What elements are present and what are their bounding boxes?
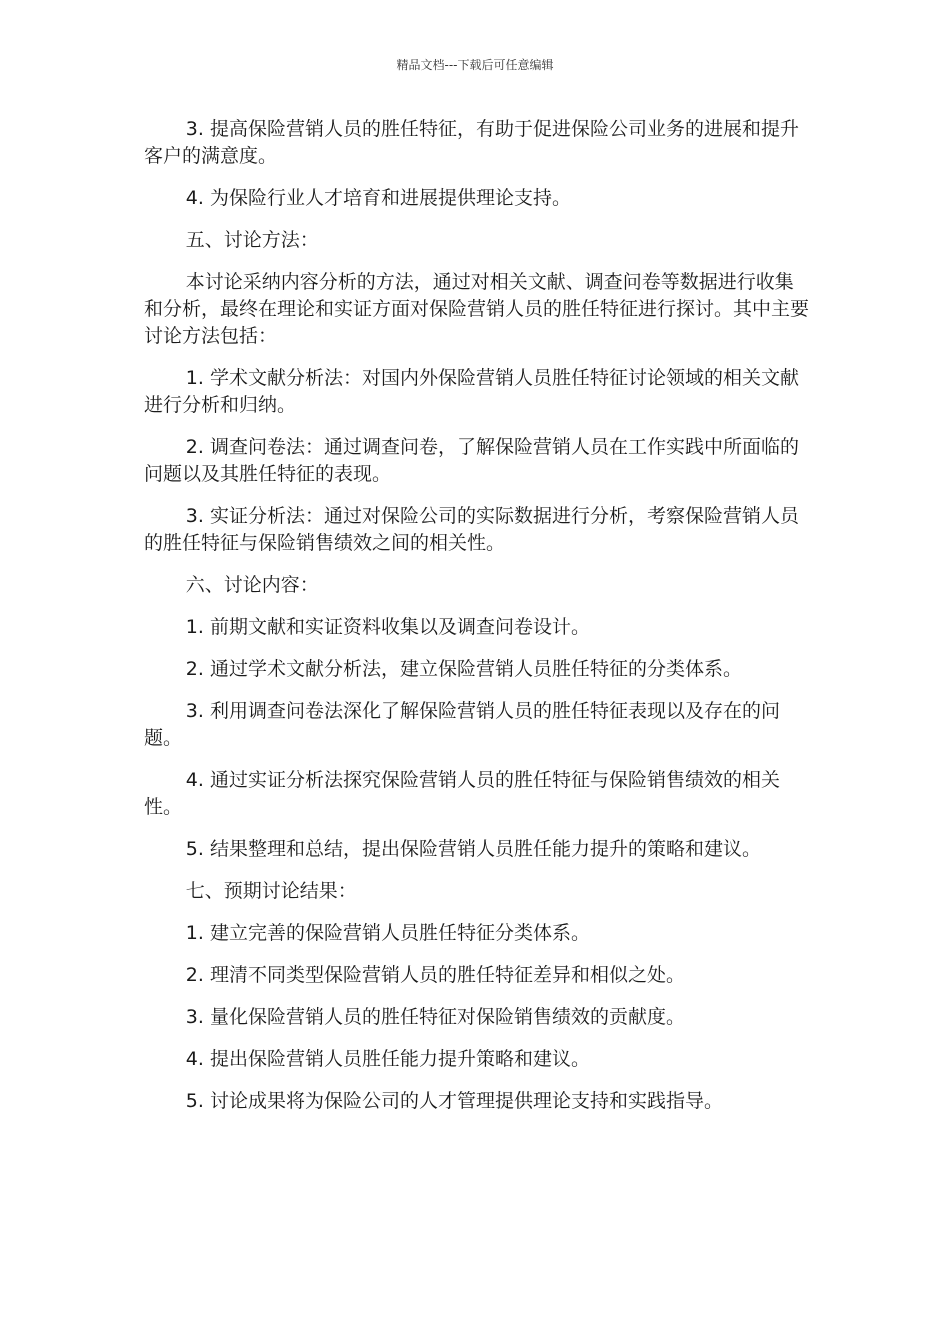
paragraph-goal-4: 4. 为保险行业人才培育和进展提供理论支持。 <box>185 187 571 209</box>
section-heading-results: 七、预期讨论结果： <box>185 880 357 902</box>
paragraph-method-2: 2. 调查问卷法：通过调查问卷，了解保险营销人员在工作实践中所面临的问题以及其胜任特征的表现。 <box>144 436 799 485</box>
paragraph-method-3: 3. 实证分析法：通过对保险公司的实际数据进行分析，考察保险营销人员的胜任特征与保险销售绩效之间的相关性。 <box>144 505 799 554</box>
paragraph-result-3: 3. 量化保险营销人员的胜任特征对保险销售绩效的贡献度。 <box>185 1006 685 1028</box>
paragraph-methods-intro: 本讨论采纳内容分析的方法，通过对相关文献、调查问卷等数据进行收集和分析，最终在理论和实证方面对保险营销人员的胜任特征进行探讨。其中主要讨论方法包括： <box>144 271 810 347</box>
document-body <box>144 116 810 1130</box>
paragraph-content-1: 1. 前期文献和实证资料收集以及调查问卷设计。 <box>185 616 590 638</box>
paragraph-method-1: 1. 学术文献分析法：对国内外保险营销人员胜任特征讨论领域的相关文献进行分析和归纳。 <box>144 367 799 416</box>
paragraph-result-4: 4. 提出保险营销人员胜任能力提升策略和建议。 <box>185 1048 590 1070</box>
paragraph-result-5: 5. 讨论成果将为保险公司的人才管理提供理论支持和实践指导。 <box>185 1090 723 1112</box>
paragraph-result-1: 1. 建立完善的保险营销人员胜任特征分类体系。 <box>185 922 590 944</box>
paragraph-content-3: 3. 利用调查问卷法深化了解保险营销人员的胜任特征表现以及存在的问题。 <box>144 700 780 749</box>
paragraph-content-4: 4. 通过实证分析法探究保险营销人员的胜任特征与保险销售绩效的相关性。 <box>144 769 780 818</box>
paragraph-content-2: 2. 通过学术文献分析法，建立保险营销人员胜任特征的分类体系。 <box>185 658 742 680</box>
section-heading-content: 六、讨论内容： <box>185 574 319 596</box>
paragraph-content-5: 5. 结果整理和总结，提出保险营销人员胜任能力提升的策略和建议。 <box>185 838 761 860</box>
section-heading-methods: 五、讨论方法： <box>185 229 319 251</box>
paragraph-result-2: 2. 理清不同类型保险营销人员的胜任特征差异和相似之处。 <box>185 964 685 986</box>
paragraph-goal-3: 3. 提高保险营销人员的胜任特征，有助于促进保险公司业务的进展和提升客户的满意度。 <box>144 118 799 167</box>
page-header: 精品文档---下载后可任意编辑 <box>396 58 554 72</box>
